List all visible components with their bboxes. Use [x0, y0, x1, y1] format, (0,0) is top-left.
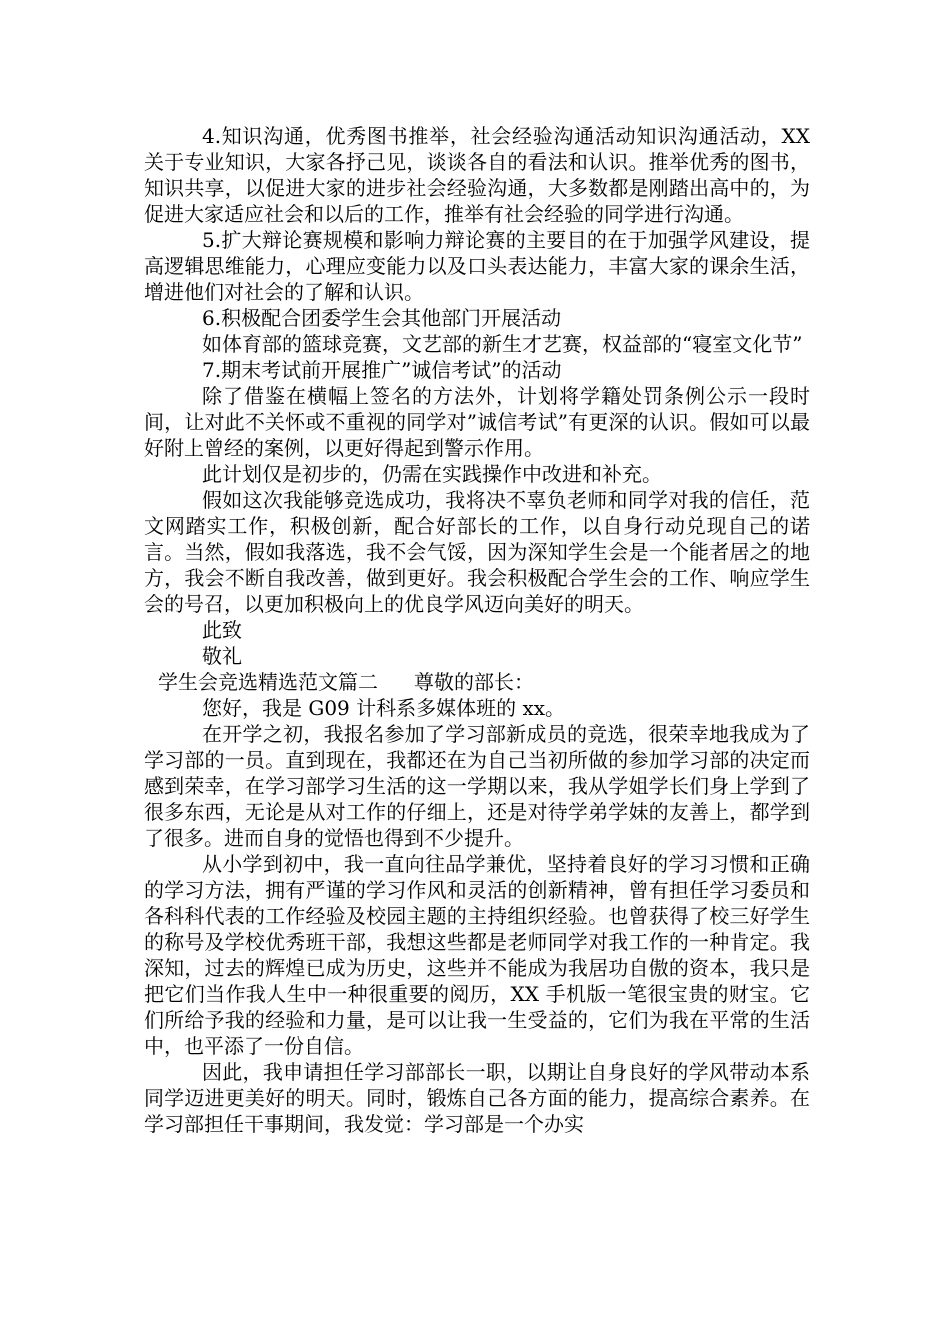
- paragraph-introduction: 在开学之初，我报名参加了学习部新成员的竞选，很荣幸地我成为了学习部的一员。直到现在，我都还在为自己当初所做的参加学习部的决定而感到荣幸，在学习部学习生活的这一学期以来，我从学姐学长们身上学到了很多东西，无论是从对工作的仔细上，还是对待学弟学妹的友善上，都学到了很多。进而自身的觉悟也得到不少提升。: [144, 722, 810, 850]
- paragraph-item-7-detail: 除了借鉴在横幅上签名的方法外，计划将学籍处罚条例公示一段时间，让对此不关怀或不重视的同学对”诚信考试”有更深的认识。假如可以最好附上曾经的案例，以更好得起到警示作用。: [144, 384, 810, 460]
- closing-regards: 敬礼: [202, 644, 242, 668]
- section-title: 学生会竞选精选范文篇二: [158, 670, 378, 694]
- paragraph-item-4: 4.知识沟通，优秀图书推举，社会经验沟通活动知识沟通活动，XX 关于专业知识，大家各抒己见，谈谈各自的看法和认识。推举优秀的图书，知识共享，以促进大家的进步社会经验沟通，大多数都是刚踏出高中的，为促进大家适应社会和以后的工作，推举有社会经验的同学进行沟通。: [144, 124, 810, 226]
- paragraph-commitment: 假如这次我能够竞选成功，我将决不辜负老师和同学对我的信任，范文网踏实工作，积极创新，配合好部长的工作，以自身行动兑现自己的诺言。当然，假如我落选，我不会气馁，因为深知学生会是一个能者居之的地方，我会不断自我改善，做到更好。我会积极配合学生会的工作、响应学生会的号召，以更加积极向上的优良学风迈向美好的明天。: [144, 488, 810, 616]
- paragraph-item-5: 5.扩大辩论赛规模和影响力辩论赛的主要目的在于加强学风建设，提高逻辑思维能力，心理应变能力以及口头表达能力，丰富大家的课余生活，增进他们对社会的了解和认识。: [144, 228, 810, 304]
- section-heading: [144, 669, 810, 695]
- paragraph-item-6: 6.积极配合团委学生会其他部门开展活动: [202, 306, 562, 330]
- paragraph-item-6-detail: 如体育部的篮球竞赛，文艺部的新生才艺赛，权益部的“寝室文化节”: [202, 332, 803, 356]
- paragraph-application: 因此，我申请担任学习部部长一职，以期让自身良好的学风带动本系同学迈进更美好的明天。同时，锻炼自己各方面的能力，提高综合素养。在学习部担任干事期间，我发觉：学习部是一个办实: [144, 1060, 810, 1136]
- letter-salutation: 尊敬的部长：: [414, 670, 534, 694]
- paragraph-plan-note: 此计划仅是初步的，仍需在实践操作中改进和补充。: [202, 462, 662, 486]
- closing-salutation: 此致: [202, 618, 242, 642]
- document-body: [144, 123, 810, 1137]
- paragraph-greeting: 您好，我是 G09 计科系多媒体班的 xx。: [202, 696, 566, 720]
- paragraph-experience: 从小学到初中，我一直向往品学兼优，坚持着良好的学习习惯和正确的学习方法，拥有严谨的学习作风和灵活的创新精神，曾有担任学习委员和各科科代表的工作经验及校园主题的主持组织经验。也曾获得了校三好学生的称号及学校优秀班干部，我想这些都是老师同学对我工作的一种肯定。我深知，过去的辉煌已成为历史，这些并不能成为我居功自傲的资本，我只是把它们当作我人生中一种很重要的阅历，XX 手机版一笔很宝贵的财宝。它们所给予我的经验和力量，是可以让我一生受益的，它们为我在平常的生活中，也平添了一份自信。: [144, 852, 810, 1058]
- paragraph-item-7: 7.期末考试前开展推广”诚信考试”的活动: [202, 358, 562, 382]
